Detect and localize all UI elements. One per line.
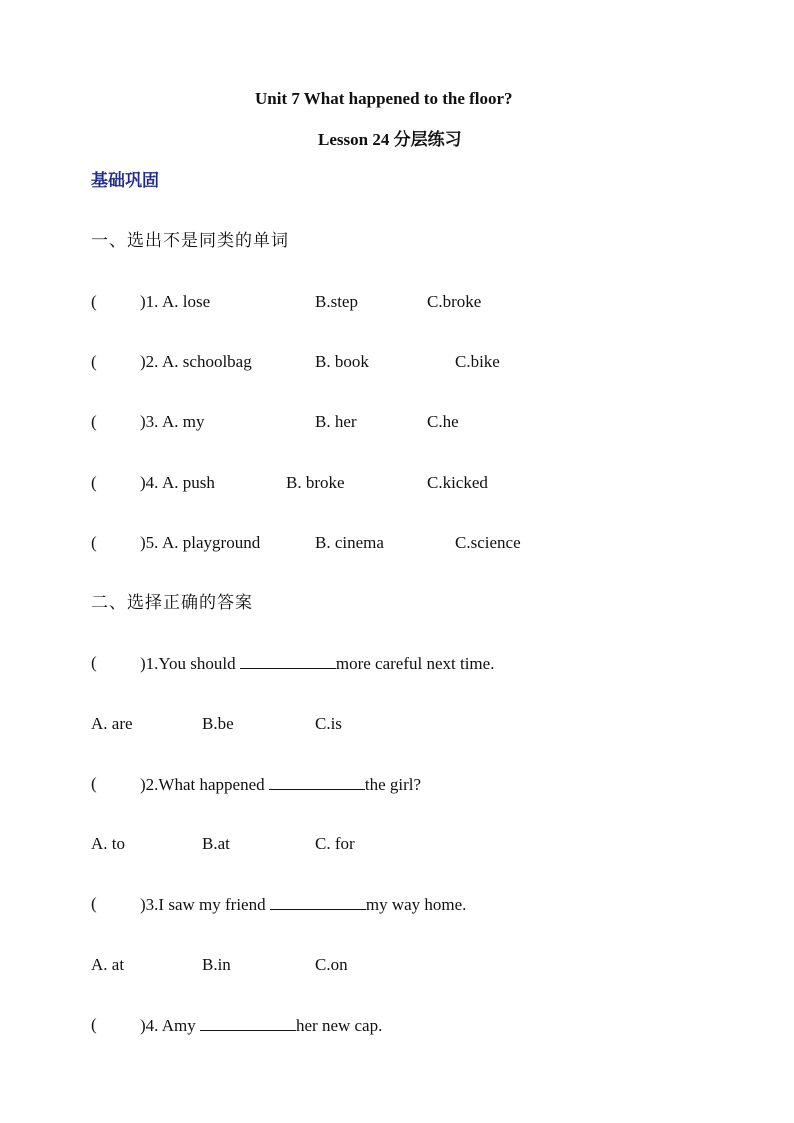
item-number: )4. (140, 473, 159, 492)
question-text (140, 893, 466, 916)
option-b: B. broke (286, 473, 345, 492)
item-number: )1. (140, 292, 159, 311)
option-a: A. at (91, 955, 125, 974)
question-text-before: What happened (158, 775, 269, 794)
option-a: A. are (91, 714, 133, 733)
question-text-before: You should (158, 654, 240, 673)
option-b: B. her (315, 412, 357, 431)
item-number: )2. (140, 352, 159, 371)
option-a: A. schoolbag (162, 352, 252, 371)
option-c: C. for (315, 834, 355, 853)
question-text (140, 1014, 382, 1037)
part1-heading: 一、选出不是同类的单词 (91, 231, 289, 251)
answer-paren: ( (91, 774, 97, 793)
answer-paren: ( (91, 1015, 97, 1034)
option-a: A. to (91, 834, 125, 853)
part2-heading: 二、选择正确的答案 (91, 593, 253, 613)
option-b: B. book (315, 352, 369, 371)
option-b: B.at (202, 834, 230, 853)
option-a: A. push (162, 473, 215, 492)
section-label-basic: 基础巩固 (91, 171, 159, 190)
answer-paren: ( (91, 292, 97, 311)
question-text-after: my way home. (365, 895, 467, 914)
option-c: C.science (455, 533, 521, 552)
answer-blank[interactable] (240, 652, 336, 669)
answer-paren: ( (91, 352, 97, 371)
option-c: C.is (315, 714, 342, 733)
option-b: B.step (315, 292, 358, 311)
question-text-after: her new cap. (295, 1016, 383, 1035)
item-number: )5. (140, 533, 159, 552)
page-title: Unit 7 What happened to the floor? (255, 89, 513, 108)
question-text-before: I saw my friend (158, 895, 270, 914)
option-c: C.he (427, 412, 459, 431)
answer-blank[interactable] (270, 893, 366, 910)
option-c: C.on (315, 955, 348, 974)
question-text (140, 652, 494, 675)
question-text (140, 773, 421, 796)
question-number: )3. (140, 895, 159, 914)
question-number: )2. (140, 775, 159, 794)
answer-paren: ( (91, 412, 97, 431)
answer-paren: ( (91, 653, 97, 672)
question-text-after: more careful next time. (335, 654, 495, 673)
question-text-after: the girl? (364, 775, 422, 794)
answer-paren: ( (91, 473, 97, 492)
question-number: )1. (140, 654, 159, 673)
question-text-before: Amy (158, 1016, 200, 1035)
option-a: A. playground (162, 533, 261, 552)
option-c: C.broke (427, 292, 482, 311)
answer-blank[interactable] (200, 1014, 296, 1031)
option-a: A. lose (162, 292, 211, 311)
option-c: C.kicked (427, 473, 488, 492)
option-c: C.bike (455, 352, 500, 371)
option-b: B.in (202, 955, 231, 974)
question-number: )4. (140, 1016, 159, 1035)
answer-blank[interactable] (269, 773, 365, 790)
answer-paren: ( (91, 533, 97, 552)
option-b: B. cinema (315, 533, 384, 552)
answer-paren: ( (91, 894, 97, 913)
option-a: A. my (162, 412, 205, 431)
lesson-subtitle: Lesson 24 分层练习 (318, 130, 462, 149)
option-b: B.be (202, 714, 234, 733)
item-number: )3. (140, 412, 159, 431)
